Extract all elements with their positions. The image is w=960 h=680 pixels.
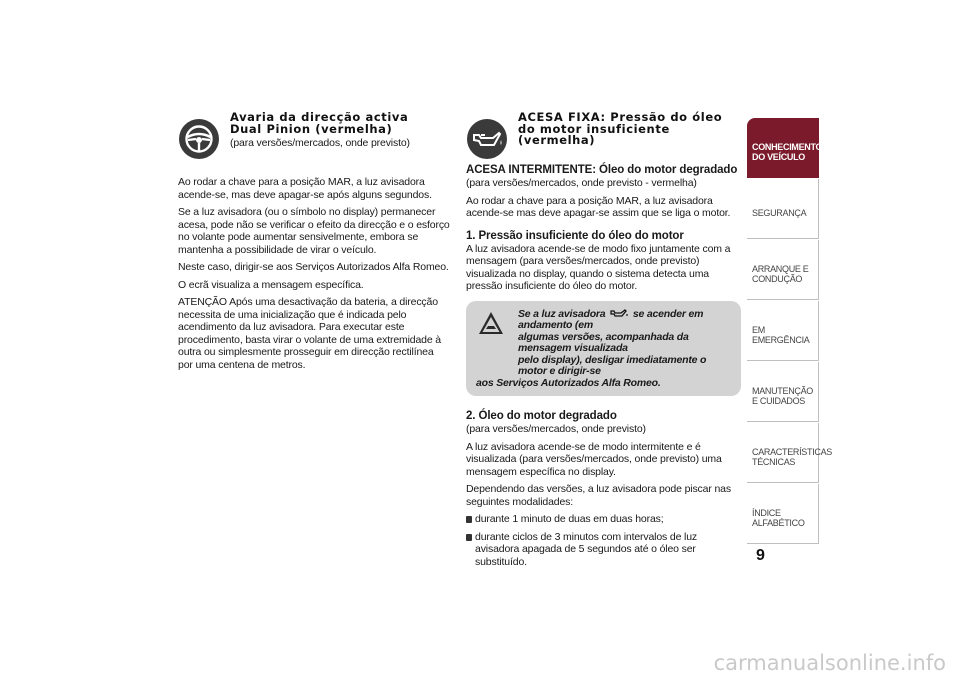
- section2-text1: A luz avisadora acende-se de modo intermitente e é visualizada (para versões/mercados, onde previsto) uma mensagem específica no display.: [466, 440, 722, 478]
- steering-warning-heading: [178, 112, 450, 162]
- watermark-logo: [0, 649, 960, 680]
- paragraph: Ao rodar a chave para a posição MAR, a luz avisadora acende-se, mas deve apagar-se após alguns segundos.: [178, 176, 432, 201]
- right-column: [466, 112, 741, 573]
- page-number: 9: [756, 547, 765, 564]
- oil-can-icon: [466, 118, 508, 160]
- intermittent-subtitle: (para versões/mercados, onde previsto - vermelha): [466, 177, 697, 189]
- svg-text:carmanualsonline.info: carmanualsonline.info: [713, 651, 946, 675]
- warning-text: Se a luz avisadora se acender em andamento (em algumas versões, acompanhada da mensagem visualizada pelo display), desligar imediatamente o motor e dirigir-se aos Serviços Autorizados Alfa Romeo.: [476, 307, 707, 389]
- oil-pressure-heading: [466, 112, 741, 162]
- section1-title: 1. Pressão insuficiente do óleo do motor: [466, 229, 684, 242]
- tab-manutencao[interactable]: MANUTENÇÃO E CUIDADOS: [747, 362, 819, 422]
- paragraph: Se a luz avisadora (ou o símbolo no display) permanecer acesa, pode não se verificar o efeito da direcção e o esforço no volante pode aumentar sensivelmente, embora se mantenha a possibilidade de virar o veículo.: [178, 206, 450, 256]
- paragraph: O ecrã visualiza a mensagem específica.: [178, 278, 364, 291]
- tab-caracteristicas[interactable]: CARACTERÍSTICAS TÉCNICAS: [747, 423, 819, 483]
- paragraph: Neste caso, dirigir-se aos Serviços Autorizados Alfa Romeo.: [178, 261, 449, 273]
- steering-wheel-icon: [178, 118, 220, 160]
- oil-can-icon: [610, 308, 628, 318]
- tab-indice[interactable]: ÍNDICE ALFABÉTICO: [747, 484, 819, 544]
- bullet-item: durante 1 minuto de duas em duas horas;: [466, 513, 741, 526]
- oil-pressure-title: ACESA FIXA: Pressão do óleo do motor insuficiente (vermelha): [518, 110, 723, 147]
- section2-text2: Dependendo das versões, a luz avisadora pode piscar nas seguintes modalidades:: [466, 483, 731, 508]
- steering-warning-subtitle: (para versões/mercados, onde previsto): [230, 137, 410, 149]
- bullet-square-icon: [466, 516, 472, 523]
- warning-box: [466, 301, 741, 397]
- steering-warning-title: Avaria da direcção activa Dual Pinion (vermelha): [230, 110, 409, 136]
- bullet-item: durante ciclos de 3 minutos com intervalos de luz avisadora apagada de 5 segundos até o óleo ser substituído.: [466, 531, 741, 569]
- attention-paragraph: ATENÇÃO Após uma desactivação da bateria, a direcção necessita de uma inicialização que é indicada pelo acendimento da luz avisadora. Para executar este procedimento, basta virar o volante de uma extremidade à outra ou simplesmente prosseguir em direcção rectilínea por uma centena de metros.: [178, 296, 442, 371]
- tab-emergencia[interactable]: EM EMERGÊNCIA: [747, 301, 819, 361]
- section1-text: A luz avisadora acende-se de modo fixo juntamente com a mensagem (para versões/mercados, onde previsto) visualizada no display, quando o sistema detecta uma pressão insuficiente do óleo do motor.: [466, 242, 731, 292]
- intermittent-title: ACESA INTERMITENTE: Óleo do motor degradado: [466, 164, 738, 176]
- watermark-image: [646, 649, 946, 675]
- chapter-sidebar: [747, 118, 833, 545]
- tab-arranque[interactable]: ARRANQUE E CONDUÇÃO: [747, 240, 819, 300]
- warning-triangle-icon: [478, 311, 504, 335]
- intermittent-text: Ao rodar a chave para a posição MAR, a luz avisadora acende-se mas deve apagar-se assim que se liga o motor.: [466, 194, 731, 219]
- section2-subtitle: (para versões/mercados, onde previsto): [466, 423, 646, 435]
- bullet-square-icon: [466, 534, 472, 541]
- tab-seguranca[interactable]: SEGURANÇA: [747, 179, 819, 239]
- tab-conhecimento[interactable]: CONHECIMENTO DO VEÍCULO: [747, 118, 819, 178]
- section2-title: 2. Óleo do motor degradado: [466, 410, 617, 422]
- left-column: [178, 112, 450, 376]
